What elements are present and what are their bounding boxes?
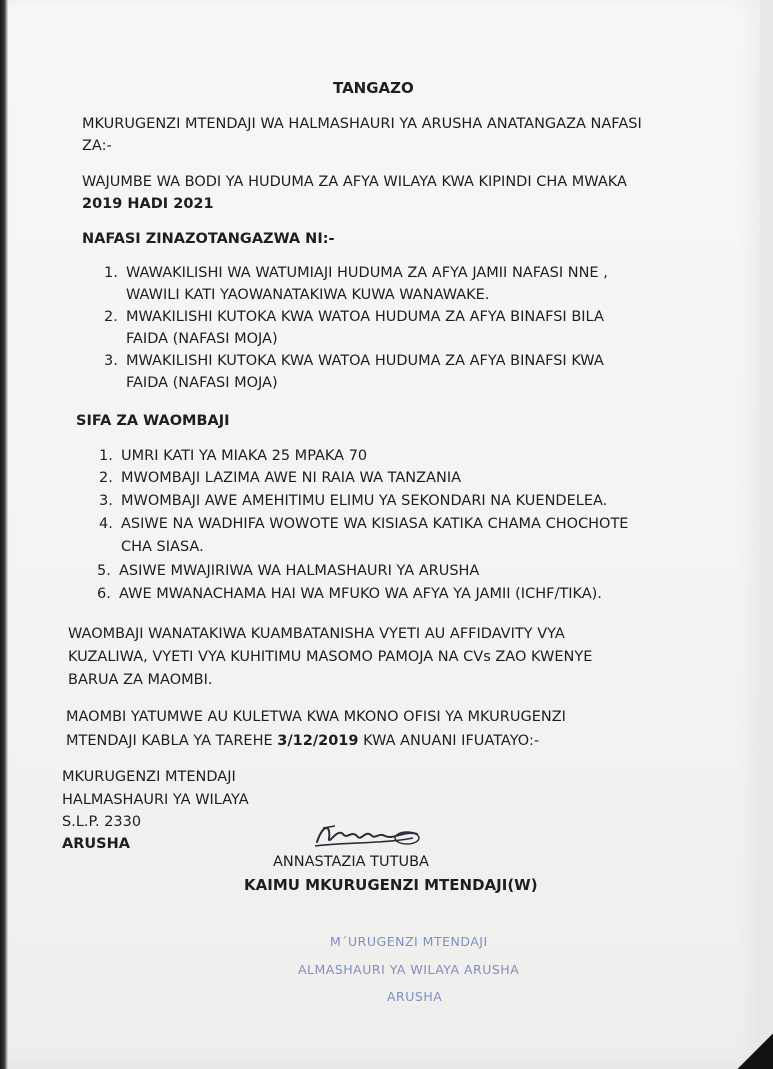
purpose-line-2: 2019 HADI 2021 <box>82 196 214 212</box>
positions-heading: NAFASI ZINAZOTANGAZWA NI:- <box>82 231 335 247</box>
address-line: S.L.P. 2330 <box>62 814 142 830</box>
list-item: 6. AWE MWANACHAMA HAI WA MFUKO WA AFYA YA JAMII (ICHF/TIKA). <box>97 586 602 602</box>
list-item: 4. ASIWE NA WADHIFA WOWOTE WA KISIASA KATIKA CHAMA CHOCHOTE <box>99 516 629 532</box>
signatory-title: KAIMU MKURUGENZI MTENDAJI(W) <box>244 876 538 894</box>
submission-line-1: MAOMBI YATUMWE AU KULETWA KWA MKONO OFISI YA MKURUGENZI <box>66 709 566 725</box>
deadline-date: 3/12/2019 <box>277 733 359 749</box>
document-title: TANGAZO <box>333 79 414 97</box>
attachments-line-2: KUZALIWA, VYETI VYA KUHITIMU MASOMO PAMOJA NA CVs ZAO KWENYE <box>68 649 593 665</box>
intro-line-1: MKURUGENZI MTENDAJI WA HALMASHAURI YA ARUSHA ANATANGAZA NAFASI <box>82 116 642 132</box>
list-item: 2. MWOMBAJI LAZIMA AWE NI RAIA WA TANZANIA <box>99 470 462 486</box>
address-line: HALMASHAURI YA WILAYA <box>62 792 249 808</box>
handwritten-signature <box>313 820 423 856</box>
list-item: 1. UMRI KATI YA MIAKA 25 MPAKA 70 <box>99 448 368 464</box>
attachments-line-3: BARUA ZA MAOMBI. <box>68 672 213 688</box>
purpose-line-1: WAJUMBE WA BODI YA HUDUMA ZA AFYA WILAYA KWA KIPINDI CHA MWAKA <box>82 174 627 190</box>
scan-edge-shadow <box>0 0 8 1069</box>
address-line: ARUSHA <box>62 836 130 852</box>
list-item: 1. WAWAKILISHI WA WATUMIAJI HUDUMA ZA AFYA JAMII NAFASI NNE , <box>104 265 608 281</box>
intro-line-2: ZA:- <box>82 138 112 154</box>
scan-corner-shadow <box>733 1029 773 1069</box>
list-item: 5. ASIWE MWAJIRIWA WA HALMASHAURI YA ARUSHA <box>97 563 480 579</box>
stamp-line: M´URUGENZI MTENDAJI <box>330 934 488 949</box>
list-item-continuation: FAIDA (NAFASI MOJA) <box>126 375 278 391</box>
list-item: 3. MWAKILISHI KUTOKA KWA WATOA HUDUMA ZA AFYA BINAFSI KWA <box>104 353 604 369</box>
stamp-line: ALMASHAURI YA WILAYA ARUSHA <box>298 962 520 977</box>
submission-line-2: MTENDAJI KABLA YA TAREHE 3/12/2019 KWA ANUANI IFUATAYO:- <box>66 733 540 749</box>
document-page <box>8 0 760 1062</box>
attachments-line-1: WAOMBAJI WANATAKIWA KUAMBATANISHA VYETI AU AFFIDAVITY VYA <box>68 626 565 642</box>
list-item: 2. MWAKILISHI KUTOKA KWA WATOA HUDUMA ZA AFYA BINAFSI BILA <box>104 309 604 325</box>
list-item-continuation: FAIDA (NAFASI MOJA) <box>126 331 278 347</box>
signatory-name: ANNASTAZIA TUTUBA <box>273 854 429 870</box>
list-item: 3. MWOMBAJI AWE AMEHITIMU ELIMU YA SEKONDARI NA KUENDELEA. <box>99 493 608 509</box>
list-item-continuation: CHA SIASA. <box>121 539 204 555</box>
stamp-line: ARUSHA <box>387 989 443 1004</box>
address-line: MKURUGENZI MTENDAJI <box>62 769 236 785</box>
qualifications-heading: SIFA ZA WAOMBAJI <box>76 413 230 429</box>
list-item-continuation: WAWILI KATI YAOWANATAKIWA KUWA WANAWAKE. <box>126 287 490 303</box>
